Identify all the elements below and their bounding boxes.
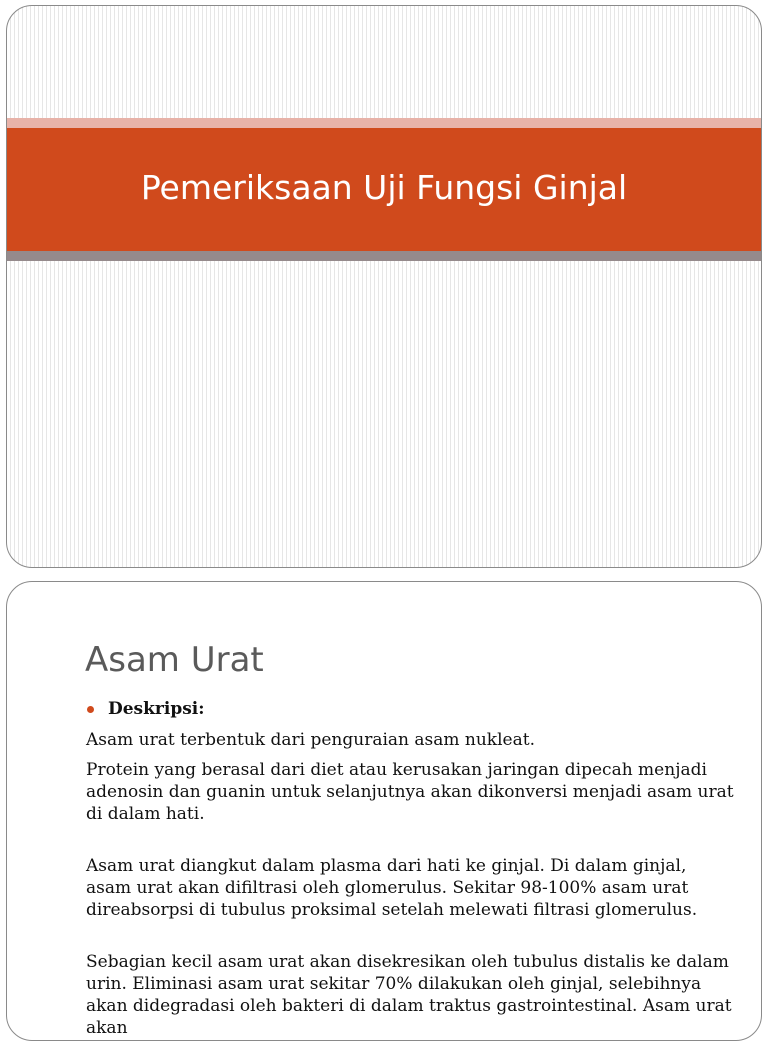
title-accent-band-bottom bbox=[7, 251, 761, 261]
paragraph: Asam urat terbentuk dari penguraian asam nukleat. bbox=[86, 730, 535, 750]
bullet-item bbox=[86, 698, 736, 720]
content-slide bbox=[6, 581, 762, 1041]
paragraph: Sebagian kecil asam urat akan disekresikan oleh tubulus distalis ke dalam urin. Eliminasi asam urat sekitar 70% dilakukan oleh ginjal, selebihnya akan didegradasi oleh bakteri di dalam traktus gastrointestinal. Asam urat akan bbox=[86, 952, 732, 1038]
slide-body bbox=[86, 698, 736, 1041]
title-accent-band-top bbox=[7, 118, 761, 128]
slide-heading: Asam Urat bbox=[85, 640, 264, 680]
paragraph: Protein yang berasal dari diet atau kerusakan jaringan dipecah menjadi adenosin dan guanin untuk selanjutnya akan dikonversi menjadi asam urat di dalam hati. bbox=[86, 760, 734, 824]
paragraph: Asam urat diangkut dalam plasma dari hati ke ginjal. Di dalam ginjal, asam urat akan difiltrasi oleh glomerulus. Sekitar 98-100% asam urat direabsorpsi di tubulus proksimal setelah melewati filtrasi glomerulus. bbox=[86, 856, 698, 920]
title-banner bbox=[7, 128, 761, 251]
presentation-title: Pemeriksaan Uji Fungsi Ginjal bbox=[140, 168, 628, 207]
title-slide bbox=[6, 5, 762, 568]
bullet-label: Deskripsi: bbox=[108, 699, 205, 719]
bullet-dot-icon bbox=[87, 706, 94, 713]
